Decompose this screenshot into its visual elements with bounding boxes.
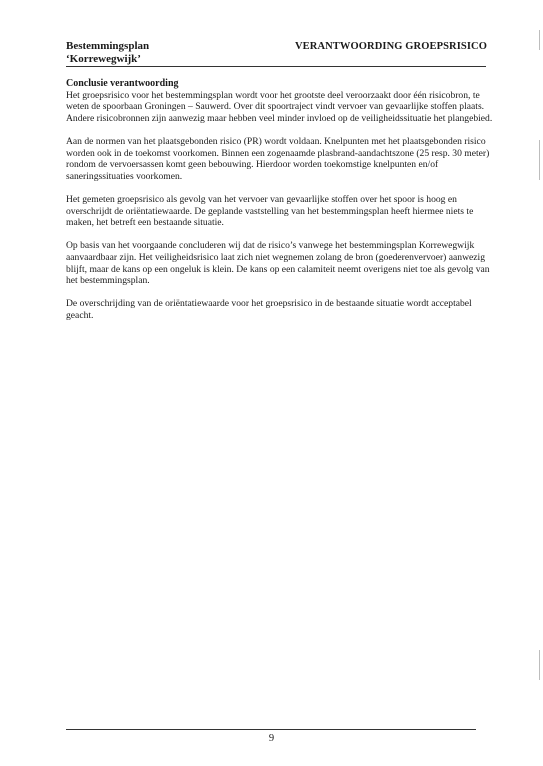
paragraph: Op basis van het voorgaande concluderen wij dat de risico’s vanwege het bestemmingsplan Korrewegwijk aanvaardbaar zijn. Het veiligheidsrisico laat zich niet wegnemen zolang de bron (goederenvervoer) aanwezig blijft, maar de kans op een ongeluk is klein. De kans op een calamiteit neemt overigens niet toe als gevolg van het bestemmingsplan. bbox=[66, 240, 490, 287]
scan-edge-mark bbox=[539, 30, 540, 50]
paragraph: Het groepsrisico voor het bestemmingsplan wordt voor het grootste deel veroorzaakt door één risicobron, te weten de spoorbaan Groningen – Sauwerd. Over dit spoortraject vindt vervoer van gevaarlijke stoffen plaats. Andere risicobronnen zijn aanwezig maar hebben veel minder invloed op de veiligheidssituatie het plangebied. bbox=[66, 89, 493, 124]
scan-edge-mark bbox=[539, 140, 540, 180]
chapter-title: VERANTWOORDING GROEPSRISICO bbox=[294, 41, 487, 52]
document-title-line1: Bestemmingsplan bbox=[66, 40, 150, 52]
section-body bbox=[66, 78, 494, 333]
document-title-line2: ‘Korrewegwijk’ bbox=[66, 53, 141, 65]
paragraph: Aan de normen van het plaatsgebonden risico (PR) wordt voldaan. Knelpunten met het plaatsgebonden risico worden ook in de toekomst voorkomen. Binnen een zogenaamde plasbrand-aandachtszone (25 resp. 30 meter) rondom de vervoersassen komt geen bebouwing. Hierdoor worden toekomstige knelpunten en/of saneringssituaties voorkomen. bbox=[66, 135, 490, 182]
paragraph: Het gemeten groepsrisico als gevolg van het vervoer van gevaarlijke stoffen over het spoor is hoog en overschrijdt de oriëntatiewaarde. De geplande vaststelling van het bestemmingsplan heeft hiermee niets te maken, het betreft een bestaande situatie. bbox=[66, 193, 474, 229]
page-number: 9 bbox=[268, 733, 275, 744]
scan-edge-mark bbox=[539, 650, 540, 680]
document-title bbox=[66, 40, 149, 66]
section-heading: Conclusie verantwoording bbox=[66, 78, 179, 89]
paragraph: De overschrijding van de oriëntatiewaarde voor het groepsrisico in de bestaande situatie wordt acceptabel geacht. bbox=[66, 298, 472, 321]
header-divider bbox=[66, 66, 486, 67]
footer-divider bbox=[66, 729, 476, 730]
